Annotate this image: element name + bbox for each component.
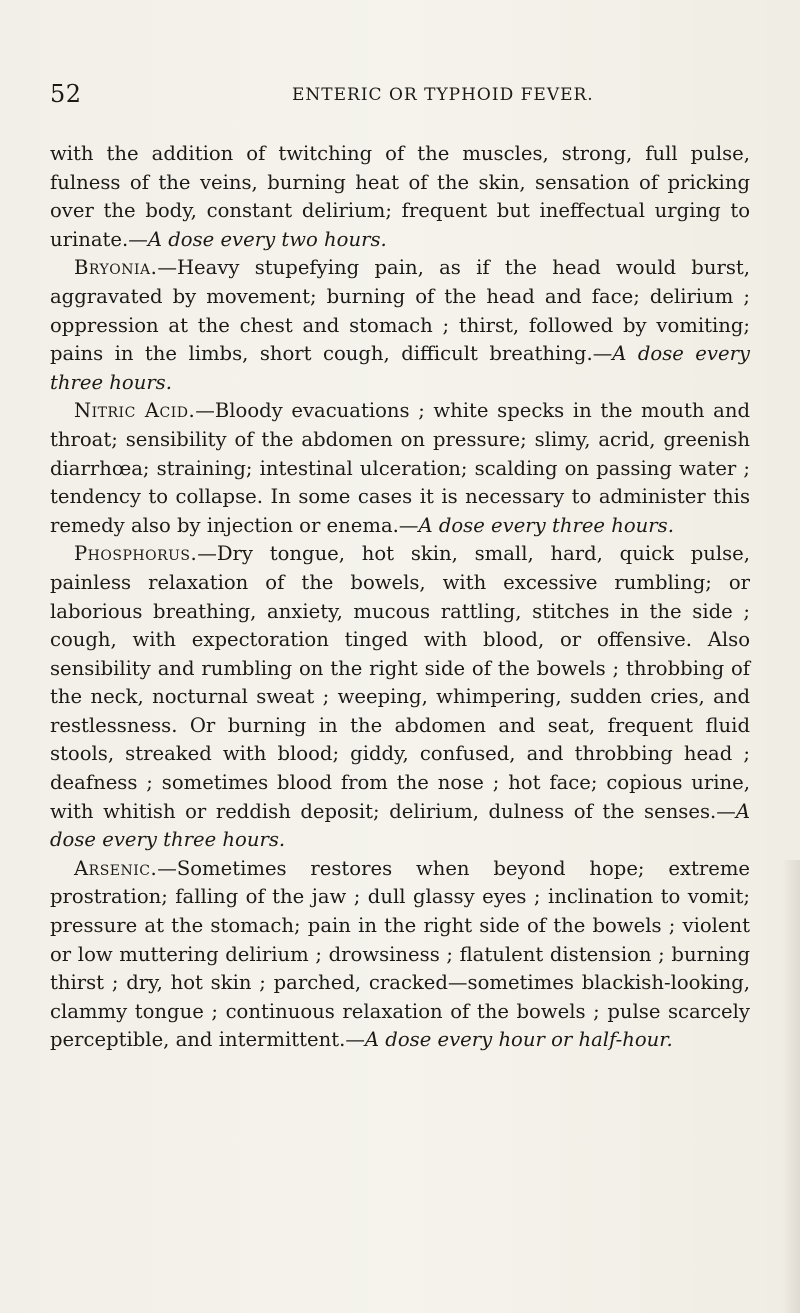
dose-instruction: A dose every hour or half-hour. — [364, 1028, 673, 1052]
paragraph-nitric-acid — [50, 397, 750, 540]
paragraph-bryonia — [50, 254, 750, 397]
dose-instruction: A dose every three hours. — [418, 513, 674, 537]
remedy-name: Nitric Acid. — [74, 399, 196, 423]
paragraph-phosphorus — [50, 540, 750, 855]
dose-instruction: A dose every three hours. — [50, 342, 751, 394]
paragraph-continuation — [50, 140, 750, 254]
paragraph-arsenic — [50, 855, 750, 1055]
body-text — [50, 140, 750, 1055]
page-number: 52 — [50, 80, 82, 108]
paragraph-text: —Dry tongue, hot skin, small, hard, quick pulse, painless relaxation of the bowels, with excessive rumbling; or laborious breathing, anxiety, mucous rattling, stitches in the side ; cough, with expectoration tinged with blood, or offensive. Also sensibility and rumbling on the right side of the bowels ; throbbing of the neck, nocturnal sweat ; weeping, whimpering, sudden cries, and restlessness. Or burning in the abdomen and seat, frequent fluid stools, streaked with blood; giddy, confused, and throbbing head ; deafness ; sometimes blood from the nose ; hot face; copious urine, with whitish or reddish deposit; delirium, dulness of the senses.— — [50, 542, 750, 823]
dose-instruction: A dose every two hours. — [147, 227, 387, 251]
paragraph-text: —Heavy stupefying pain, as if the head would burst, aggravated by movement; burning of the head and face; delirium ; oppression at the chest and stomach ; thirst, followed by vomiting; pains in the limbs, short cough, difficult breathing.— — [50, 256, 750, 366]
paragraph-text: —Sometimes restores when beyond hope; extreme prostration; falling of the jaw ; dull glassy eyes ; inclination to vomit; pressure at the stomach; pain in the right side of the bowels ; violent or low muttering delirium ; drowsiness ; flatulent distension ; burning thirst ; dry, hot skin ; parched, cracked—sometimes blackish-looking, clammy tongue ; continuous relaxation of the bowels ; pulse scarcely perceptible, and intermittent.— — [50, 856, 750, 1052]
remedy-name: Arsenic. — [74, 856, 158, 880]
remedy-name: Bryonia. — [74, 256, 158, 280]
remedy-name: Phosphorus. — [74, 542, 198, 566]
page-header — [50, 80, 750, 110]
running-head: ENTERIC OR TYPHOID FEVER. — [292, 85, 594, 105]
paragraph-text: with the addition of twitching of the muscles, strong, full pulse, fulness of the veins, burning heat of the skin, sensation of pricking over the body, constant delirium; frequent but ineffectual urging to urinate.— — [50, 142, 750, 251]
page-edge-shadow — [782, 860, 800, 1313]
dose-instruction: A dose every three hours. — [50, 799, 750, 852]
paragraph-text: —Bloody evacuations ; white specks in the mouth and throat; sensibility of the abdomen on pressure; slimy, acrid, greenish diarrhœa; straining; intestinal ulceration; scalding on passing water ; tendency to collapse. In some cases it is necessary to administer this remedy also by injection or enema.— — [50, 399, 751, 537]
